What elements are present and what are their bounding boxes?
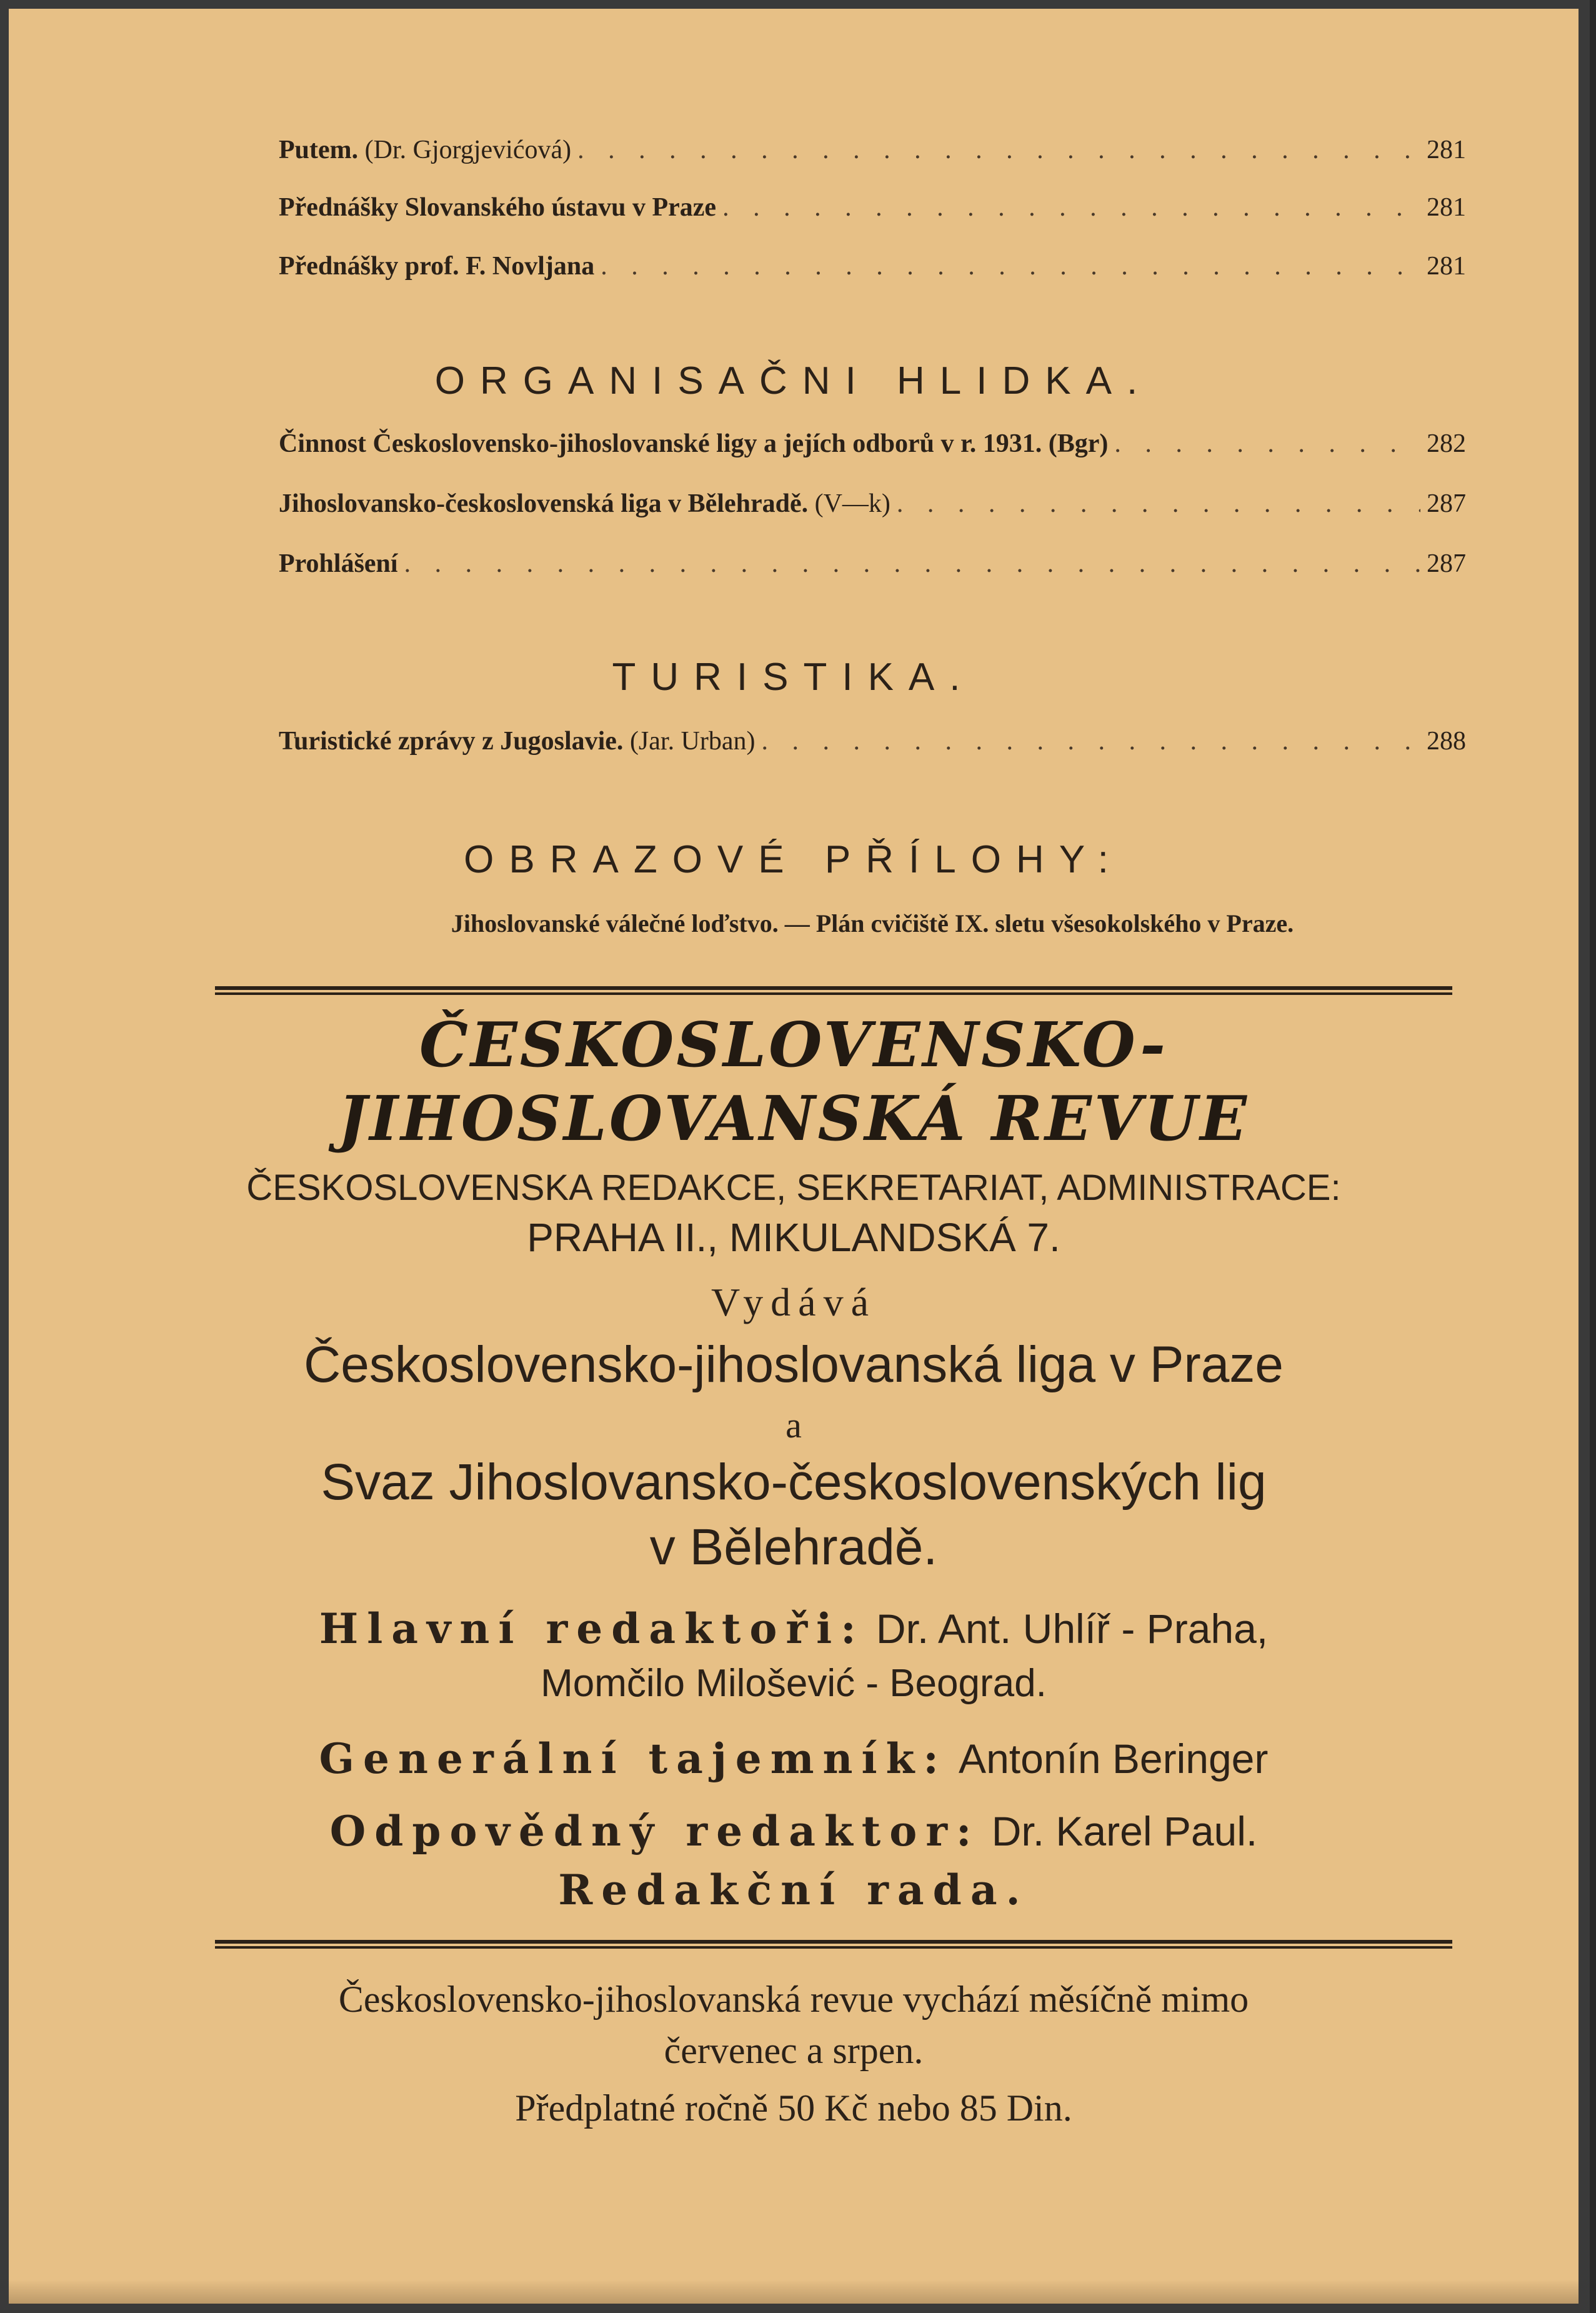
chief-editors-line bbox=[9, 1604, 1579, 1654]
publisher-belgrade: Svaz Jihoslovansko-československých lig bbox=[321, 1454, 1267, 1511]
section-heading-plates: OBRAZOVÉ PŘÍLOHY: bbox=[464, 838, 1124, 881]
section-heading-organisation: ORGANISAČNI HLIDKA. bbox=[434, 359, 1153, 402]
toc-row bbox=[279, 189, 1466, 226]
toc-page-number: 288 bbox=[1427, 727, 1466, 756]
toc-row bbox=[279, 722, 1466, 760]
toc-row bbox=[279, 131, 1466, 169]
toc-page-number: 281 bbox=[1427, 193, 1466, 222]
chief-editor-1: Dr. Ant. Uhlíř - Praha, bbox=[875, 1606, 1269, 1652]
section-heading-turistika: TURISTIKA. bbox=[612, 656, 975, 699]
toc-title: Turistické zprávy z Jugoslavie. bbox=[279, 727, 624, 756]
leader-dots bbox=[1114, 425, 1420, 462]
responsible-editor-line bbox=[9, 1806, 1579, 1856]
leader-dots bbox=[601, 247, 1420, 285]
double-rule-top bbox=[215, 986, 1452, 995]
subscription-price: Předplatné ročně 50 Kč nebo 85 Din. bbox=[515, 2087, 1072, 2129]
toc-title: Přednášky Slovanského ústavu v Praze bbox=[279, 193, 717, 222]
toc-author: (V—k) bbox=[814, 489, 890, 518]
general-secretary-line bbox=[9, 1734, 1579, 1784]
masthead-title-line1: ČESKOSLOVENSKO- bbox=[419, 1009, 1168, 1081]
scan-edge bbox=[1590, 0, 1596, 2313]
toc-title: Činnost Československo-jihoslovanské ligy a jejích odborů v r. 1931. bbox=[279, 429, 1042, 458]
chief-editor-2: Momčilo Milošević - Beograd. bbox=[541, 1662, 1047, 1705]
leader-dots bbox=[762, 722, 1420, 760]
toc-row bbox=[279, 485, 1466, 522]
general-secretary-name: Antonín Beringer bbox=[959, 1736, 1269, 1782]
masthead-title-line2: JIHOSLOVANSKÁ REVUE bbox=[337, 1083, 1249, 1155]
toc-author: (Dr. Gjorgjevićová) bbox=[364, 136, 572, 164]
toc-page-number: 287 bbox=[1427, 489, 1466, 518]
editorial-office-address: PRAHA II., MIKULANDSKÁ 7. bbox=[527, 1215, 1060, 1260]
publication-exception: červenec a srpen. bbox=[664, 2030, 924, 2071]
leader-dots bbox=[897, 485, 1420, 522]
publication-frequency: Československo-jihoslovanská revue vychází měsíčně mimo bbox=[338, 1979, 1249, 2020]
toc-row bbox=[279, 545, 1466, 582]
chief-editors-label: Hlavní redaktoři: bbox=[319, 1604, 865, 1653]
responsible-editor-name: Dr. Karel Paul. bbox=[991, 1808, 1258, 1854]
leader-dots bbox=[404, 545, 1420, 582]
double-rule-bottom bbox=[215, 1940, 1452, 1949]
editorial-office-line: ČESKOSLOVENSKA REDAKCE, SEKRETARIAT, ADMINISTRACE: bbox=[246, 1167, 1341, 1208]
document-page bbox=[9, 9, 1579, 2304]
leader-dots bbox=[722, 189, 1420, 226]
toc-page-number: 287 bbox=[1427, 549, 1466, 578]
toc-page-number: 282 bbox=[1427, 429, 1466, 458]
toc-title: Jihoslovansko-československá liga v Bělehradě. bbox=[279, 489, 809, 518]
editorial-board: Redakční rada. bbox=[558, 1866, 1029, 1914]
leader-dots bbox=[577, 131, 1420, 169]
general-secretary-label: Generální tajemník: bbox=[319, 1734, 947, 1783]
toc-author: (Bgr) bbox=[1048, 429, 1109, 458]
toc-title: Prohlášení bbox=[279, 549, 398, 578]
toc-page-number: 281 bbox=[1427, 252, 1466, 281]
toc-title: Přednášky prof. F. Novljana bbox=[279, 252, 595, 281]
publisher-prague: Československo-jihoslovanská liga v Praze bbox=[304, 1336, 1284, 1393]
toc-title: Putem. bbox=[279, 136, 359, 164]
plates-list: Jihoslovanské válečné loďstvo. — Plán cvičiště IX. sletu všesokolského v Praze. bbox=[451, 909, 1294, 937]
publisher-belgrade-city: v Bělehradě. bbox=[649, 1519, 938, 1576]
toc-author: (Jar. Urban) bbox=[629, 727, 756, 756]
toc-page-number: 281 bbox=[1427, 136, 1466, 164]
toc-row bbox=[279, 247, 1466, 285]
responsible-editor-label: Odpovědný redaktor: bbox=[329, 1807, 980, 1856]
publisher-conjunction: a bbox=[786, 1405, 802, 1446]
toc-row bbox=[279, 425, 1466, 462]
publisher-label: Vydává bbox=[711, 1280, 876, 1324]
